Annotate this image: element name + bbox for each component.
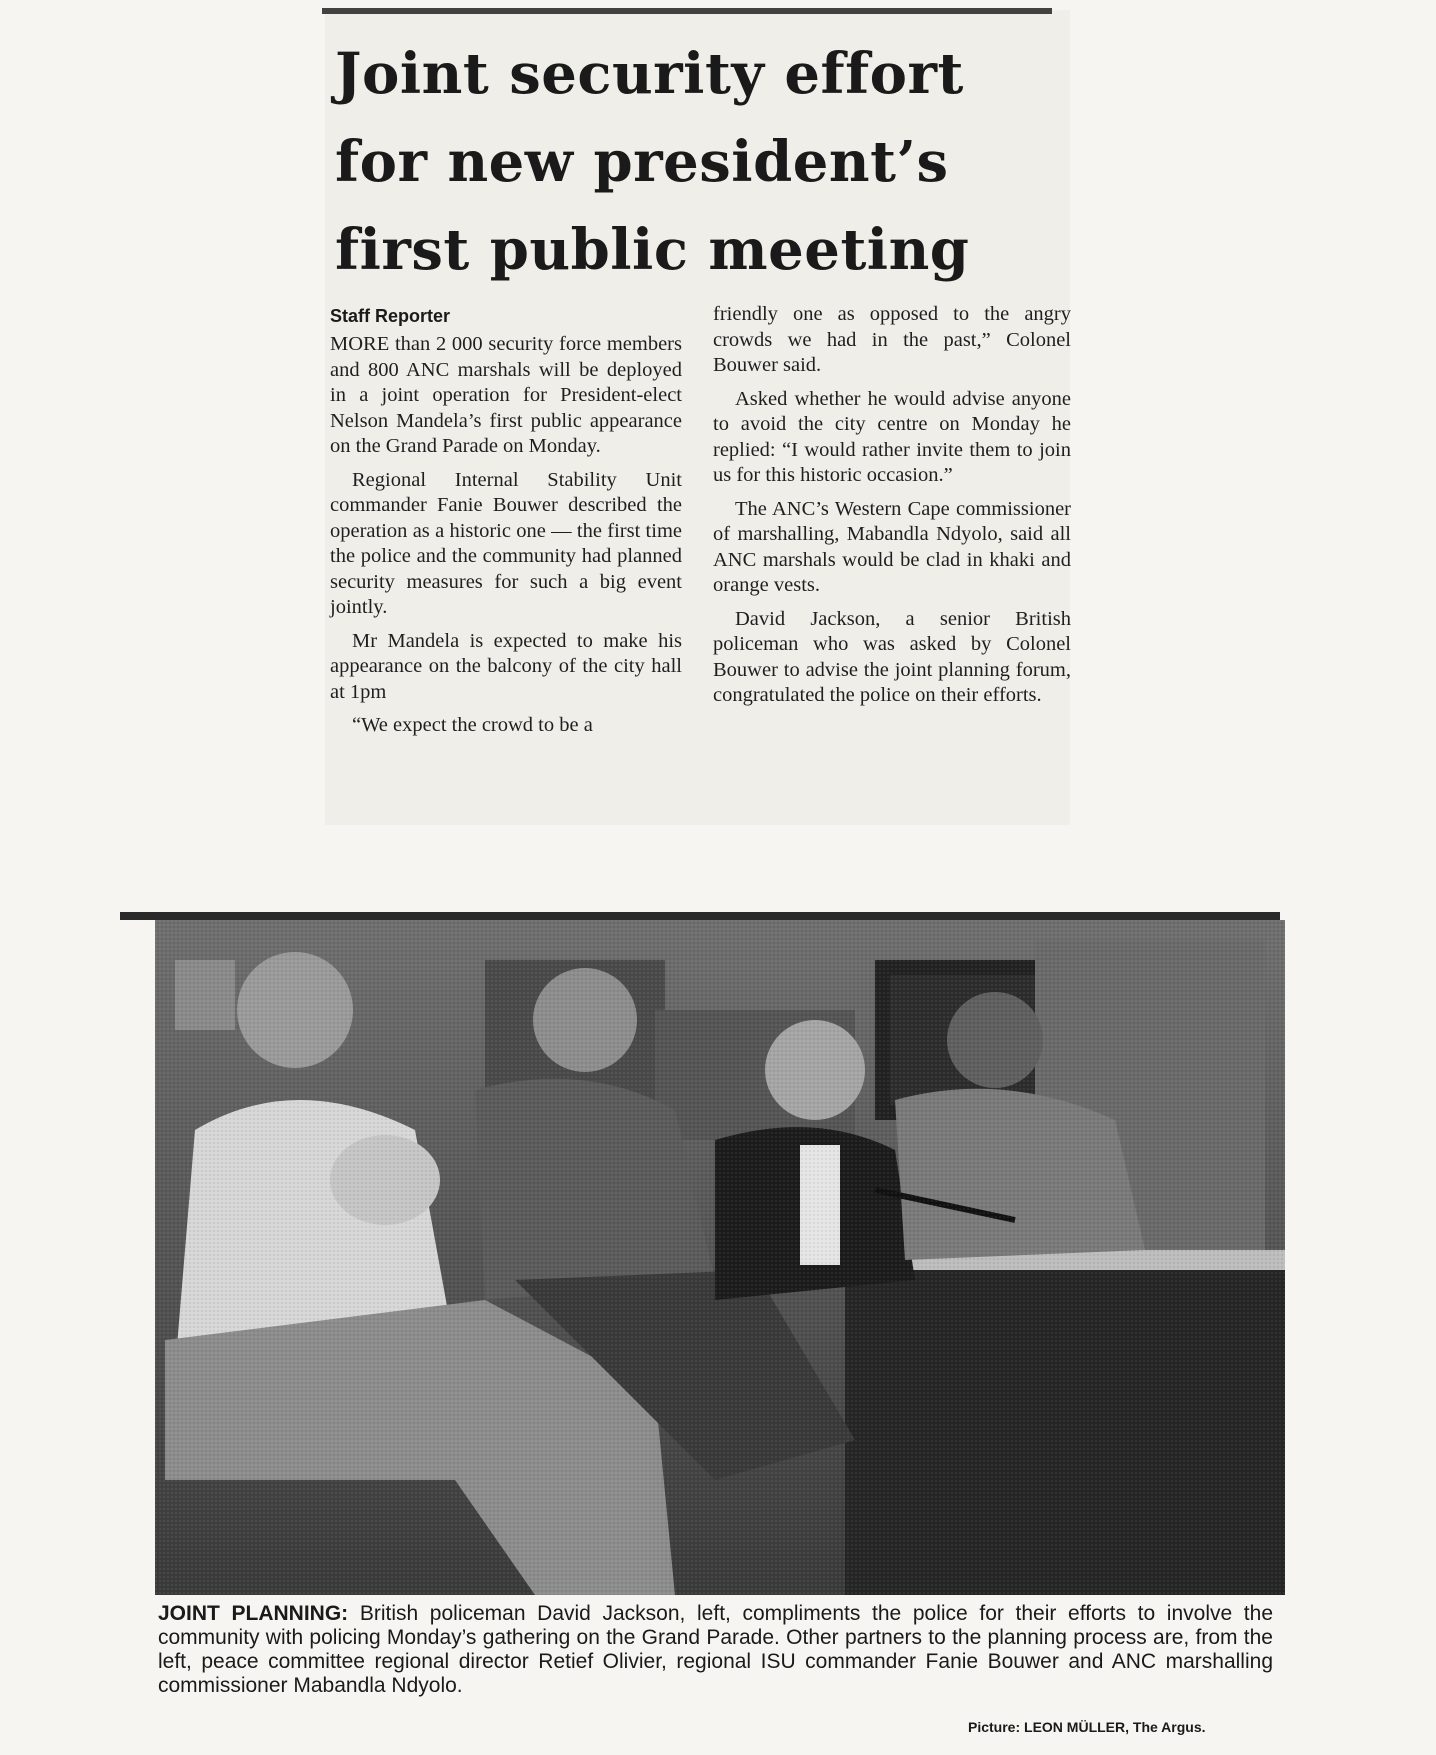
paragraph: Asked whether he would advise anyone to avoid the city centre on Monday he replied: “I would rather invite them to join us for this historic occasion.” xyxy=(713,387,1071,486)
paragraph: Mr Mandela is expected to make his appearance on the balcony of the city hall at 1pm xyxy=(330,629,682,703)
paragraph: friendly one as opposed to the angry crowds we had in the past,” Colonel Bouwer said. xyxy=(713,303,1071,376)
headline-line-2: for new president’s xyxy=(335,129,949,195)
paragraph: MORE than 2 000 security force members and 800 ANC marshals will be deployed in a joint operation for President-elect Nelson Mandela’s first public appearance on the Grand Parade on Monday. xyxy=(330,333,682,457)
paragraph: The ANC’s Western Cape commissioner of marshalling, Mabandla Ndyolo, said all ANC marshals would be clad in khaki and orange vests. xyxy=(713,497,1071,596)
caption-text: British policeman David Jackson, left, compliments the police for their efforts to involve the community with policing Monday’s gathering on the Grand Parade. Other partners to the planning process are, from the left, peace committee regional director Retief Olivier, regional ISU commander Fanie Bouwer and ANC marshalling commissioner Mabandla Ndyolo. xyxy=(158,1602,1273,1697)
photo-illustration xyxy=(155,920,1285,1595)
photo-caption xyxy=(158,1602,1273,1698)
headline-line-1: Joint security effort xyxy=(335,41,964,107)
photo-credit: Picture: LEON MÜLLER, The Argus. xyxy=(968,1719,1206,1735)
headline xyxy=(335,30,1055,294)
photo-clipping-edge xyxy=(120,912,1280,920)
clipping-top-edge xyxy=(322,8,1052,14)
caption-lead: JOINT PLANNING: xyxy=(158,1602,349,1625)
headline-line-3: first public meeting xyxy=(335,217,970,283)
paragraph: Regional Internal Stability Unit commander Fanie Bouwer described the operation as a historic one — the first time the police and the community had planned security measures for such a big event jointly. xyxy=(330,468,682,618)
article-column-2 xyxy=(713,302,1071,717)
byline: Staff Reporter xyxy=(330,306,451,326)
paragraph: David Jackson, a senior British policeman who was asked by Colonel Bouwer to advise the joint planning forum, congratulated the police on their efforts. xyxy=(713,607,1071,706)
news-photo xyxy=(155,920,1285,1595)
article-column-1 xyxy=(330,332,682,747)
paragraph: “We expect the crowd to be a xyxy=(352,714,593,736)
